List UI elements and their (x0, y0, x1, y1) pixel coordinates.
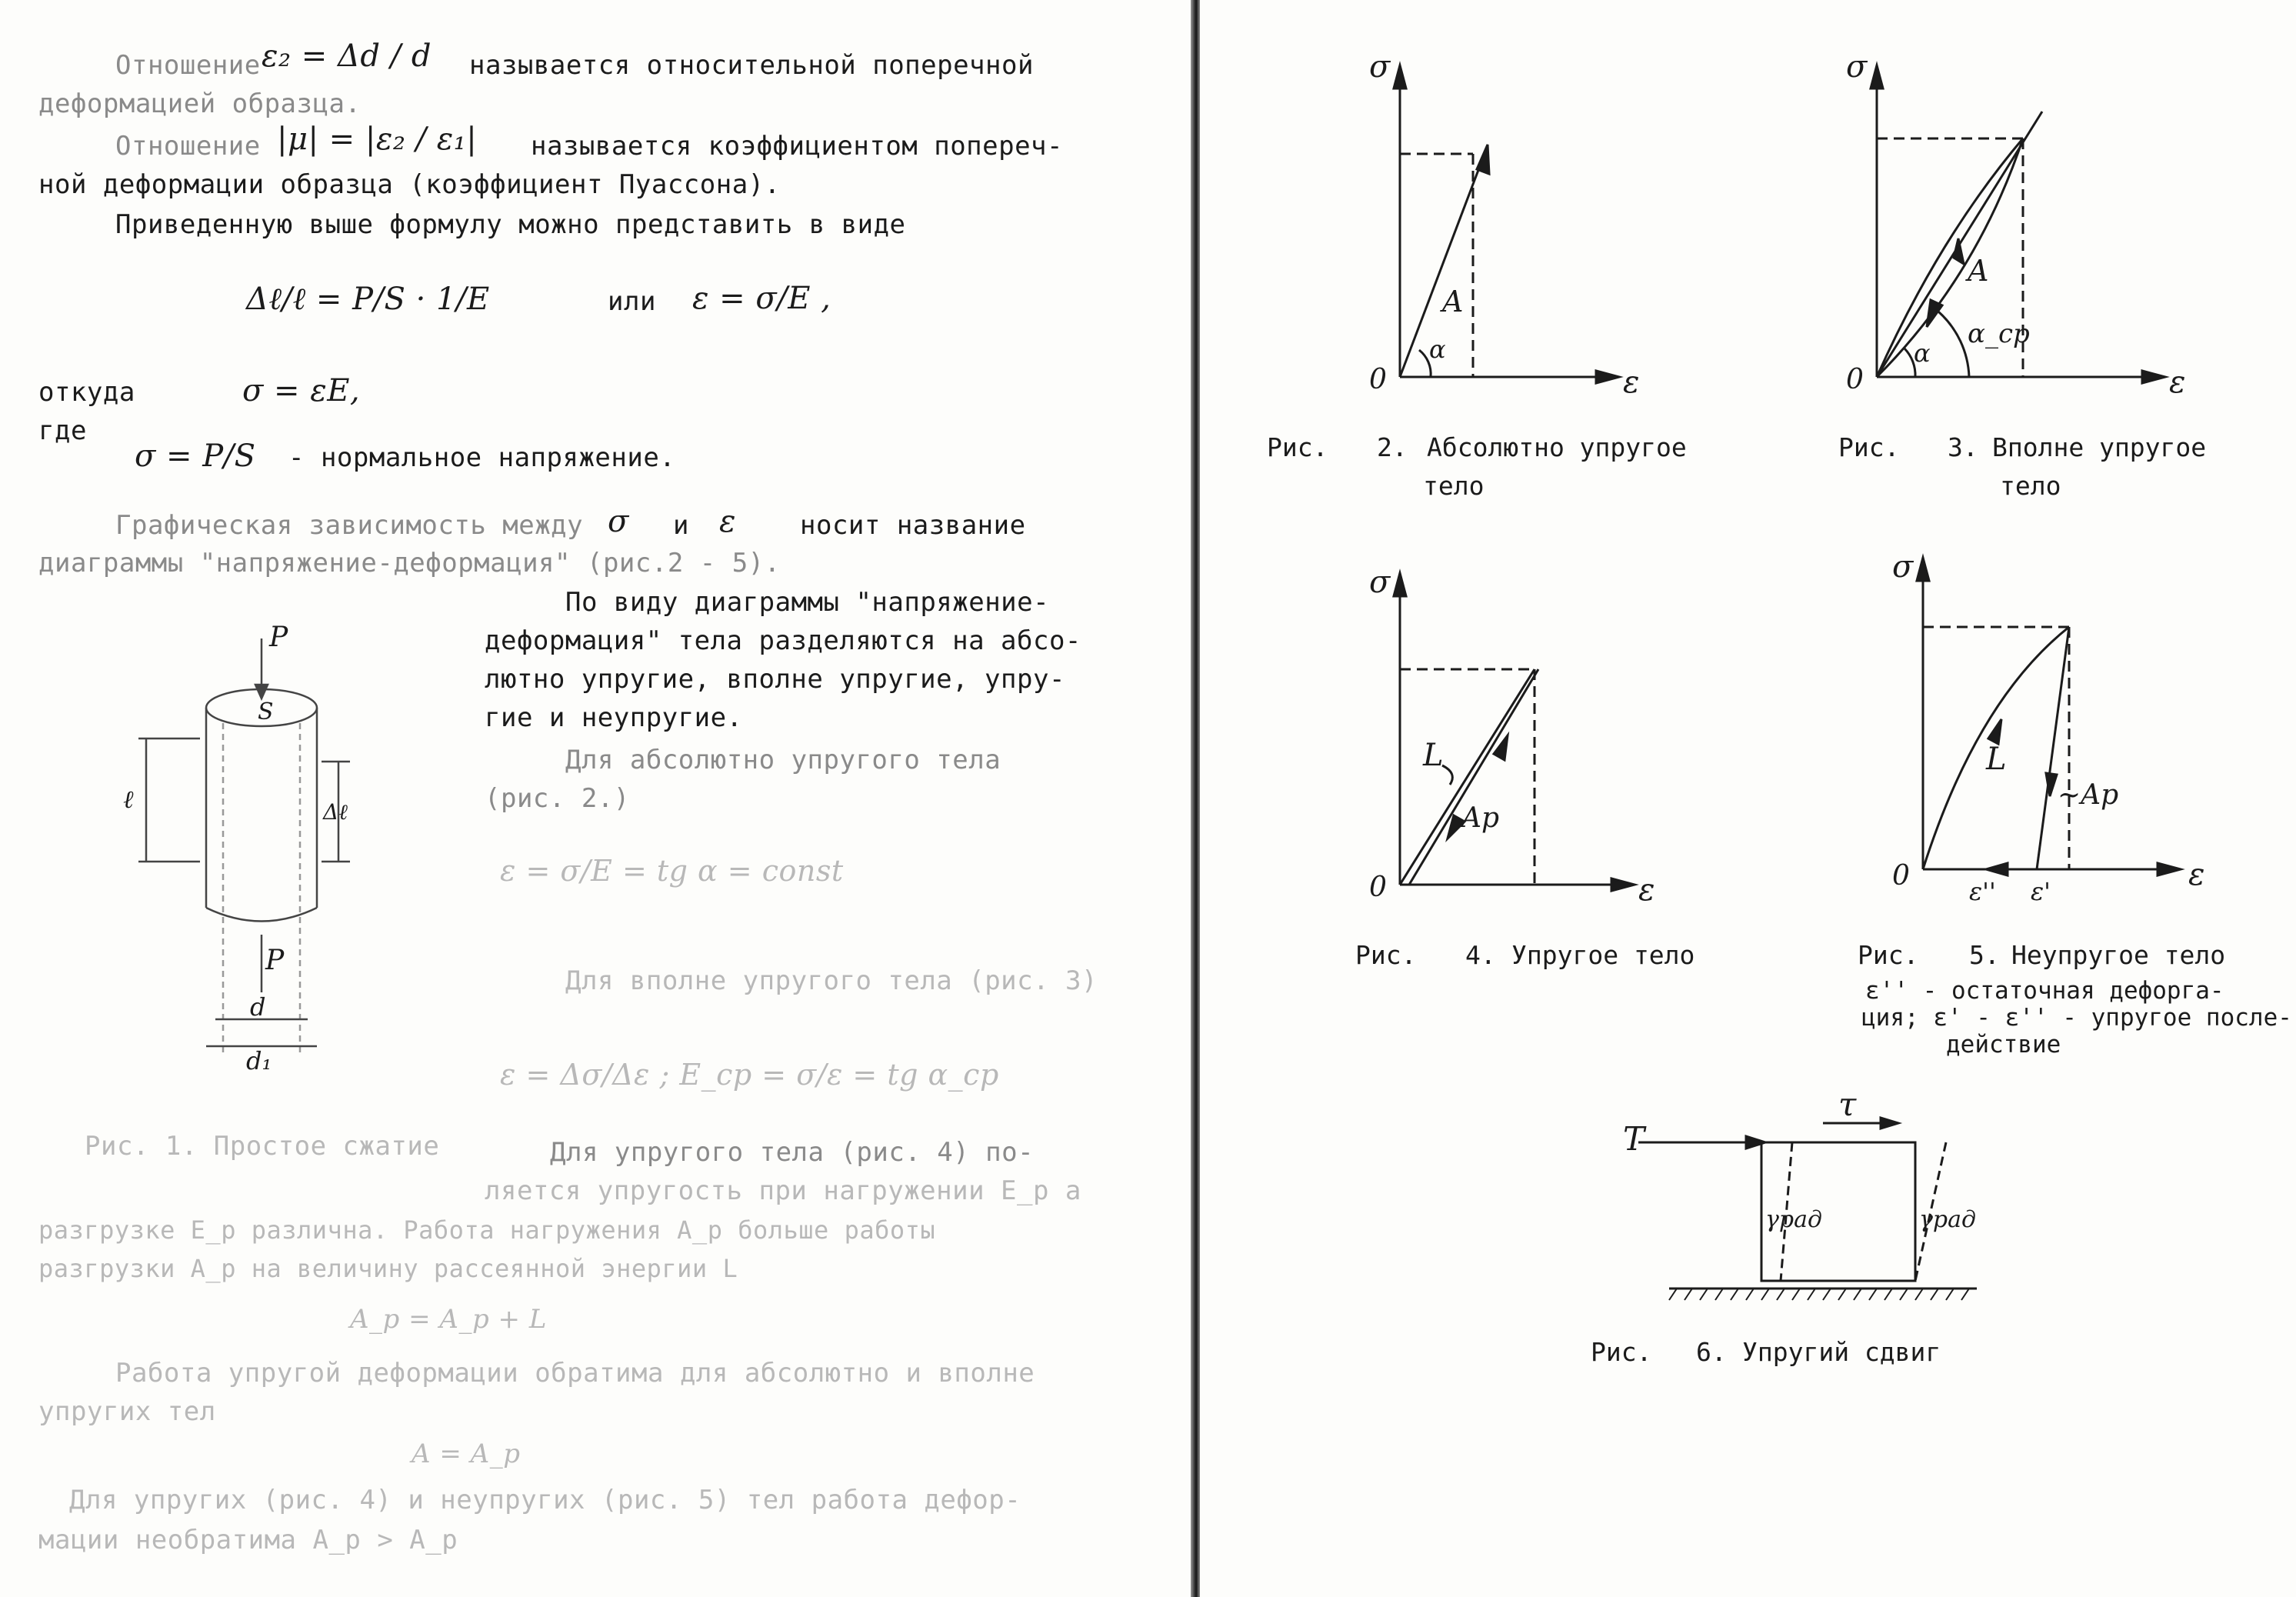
figure-6-diagram (1608, 1085, 2008, 1319)
figure-1-caption: Рис. 1. Простое сжатие (85, 1131, 440, 1162)
fig2-A-label: A (1442, 285, 1464, 318)
fig3-eps-axis-label: ε (2169, 365, 2186, 400)
fig6-gamma-left-label: γрад (1765, 1206, 1823, 1233)
para6-line2: (рис. 2.) (485, 783, 630, 814)
fig5-eps2-label: ε'' (1969, 877, 1996, 906)
figure-2-diagram (1354, 46, 1646, 400)
fig4-caption-prefix: Рис. (1355, 940, 1417, 970)
equation-1: Δℓ/ℓ = P/S · 1/E (246, 282, 490, 317)
fig1-label-d: d (250, 992, 266, 1022)
para2-end: называется коэффициентом попереч- (531, 131, 1064, 162)
fig4-origin: 0 (1369, 872, 1387, 903)
fig2-sigma-axis-label: σ (1369, 49, 1391, 85)
para8-line4: разгрузки A_p на величину рассеянной энергии L (38, 1254, 738, 1283)
fig6-caption-num: 6. (1696, 1337, 1727, 1367)
fig5-caption-line4: действие (1946, 1031, 2061, 1059)
fig5-caption-line3: ция; ε' - ε'' - упругое после- (1861, 1004, 2292, 1032)
fig5-L-label: L (1986, 742, 2007, 777)
equation-2: σ = εE, (242, 373, 361, 408)
fig4-caption-num: 4. (1465, 940, 1496, 970)
fig3-caption-prefix: Рис. (1838, 432, 1900, 462)
whence-label: откуда (38, 377, 135, 408)
fig4-eps-axis-label: ε (1638, 872, 1655, 908)
para4-line2: диаграммы "напряжение-деформация" (рис.2 - 5). (38, 548, 781, 578)
para9-line1: Работа упругой деформации обратима для абсолютно и вполне (115, 1358, 1035, 1389)
where-label: где (38, 415, 87, 446)
equation-1-or: или (608, 286, 656, 317)
para4-sigma: σ (608, 504, 629, 539)
figure-1-cylinder (123, 622, 354, 1092)
fig5-eps-axis-label: ε (2188, 857, 2205, 892)
fig1-label-l: ℓ (123, 785, 134, 814)
para1-end: называется относительной поперечной (469, 50, 1034, 81)
fig5-Ap-label: ~Ap (2058, 779, 2119, 811)
equation-4: ε = σ/E = tg α = const (500, 854, 844, 888)
equation-7: A = A_p (412, 1439, 521, 1469)
fig4-L-label: L (1423, 738, 1444, 773)
fig5-caption-line1: Неупругое тело (2011, 940, 2226, 970)
para10-line1: Для упругих (рис. 4) и неупругих (рис. 5) тел работа дефор- (69, 1485, 1021, 1515)
fig5-eps1-label: ε' (2031, 877, 2051, 906)
para5-line1: По виду диаграммы "напряжение- (565, 587, 1050, 618)
para5-line4: гие и неупругие. (485, 702, 743, 733)
equation-5: ε = Δσ/Δε ; E_cp = σ/ε = tg α_cp (500, 1058, 999, 1092)
para1-line2: деформацией образца. (38, 88, 362, 119)
equation-1b: ε = σ/E , (692, 281, 831, 316)
fig3-alpha-label: α (1914, 338, 1931, 368)
fig4-Ap-label: Ap (1461, 802, 1500, 834)
figure-5-diagram (1861, 546, 2215, 906)
fig3-caption-line1: Вполне упругое (1992, 432, 2207, 462)
para8-line1: Для упругого тела (рис. 4) по- (550, 1137, 1035, 1168)
fig5-sigma-axis-label: σ (1892, 549, 1914, 585)
fig2-caption-prefix: Рис. (1267, 432, 1328, 462)
fig4-caption-line1: Упругое тело (1511, 940, 1695, 970)
para9-line2: упругих тел (38, 1396, 216, 1427)
fig1-label-S: S (258, 698, 274, 725)
fig5-caption-prefix: Рис. (1858, 940, 1919, 970)
formula-poisson: |μ| = |ε₂ / ε₁| (277, 122, 478, 157)
para2-start: Отношение (115, 131, 261, 162)
equation-3: σ = P/S (135, 438, 256, 474)
fig2-origin: 0 (1369, 364, 1387, 395)
fig1-label-P-top: P (269, 622, 288, 653)
fig6-tau-label: τ (1838, 1085, 1857, 1123)
fig2-caption-line1: Абсолютно упругое (1427, 432, 1687, 462)
para5-line3: лютно упругие, вполне упругие, упру- (485, 664, 1065, 695)
fig5-caption-line2: ε'' - остаточная дефорга- (1865, 977, 2224, 1005)
para7: Для вполне упругого тела (рис. 3) (565, 965, 1098, 996)
fig6-caption-prefix: Рис. (1591, 1337, 1652, 1367)
fig3-origin: 0 (1846, 364, 1864, 395)
fig3-alpha-cp-label: α_cp (1968, 318, 2030, 349)
fig3-sigma-axis-label: σ (1846, 49, 1868, 85)
para6-line1: Для абсолютно упругого тела (565, 745, 1001, 775)
fig5-caption-num: 5. (1969, 940, 2000, 970)
fig2-eps-axis-label: ε (1623, 365, 1640, 400)
fig6-caption-line1: Упругий сдвиг (1742, 1337, 1941, 1367)
formula-eps2: ε₂ = Δd / d (262, 38, 432, 74)
figure-4-diagram (1354, 562, 1677, 908)
fig2-caption-num: 2. (1377, 432, 1408, 462)
book-gutter (1191, 0, 1200, 1597)
equation-3-text: - нормальное напряжение. (288, 442, 676, 473)
fig1-label-d1: d₁ (246, 1046, 272, 1075)
equation-6: A_p = A_p + L (350, 1304, 547, 1335)
fig3-caption-line2: тело (2000, 471, 2061, 501)
para1-start: Отношение (115, 50, 261, 81)
para8-line2: ляется упругость при нагружении E_p а (485, 1175, 1081, 1206)
fig4-sigma-axis-label: σ (1369, 565, 1391, 600)
fig2-alpha-label: α (1429, 335, 1446, 364)
para5-line2: деформация" тела разделяются на абсо- (485, 625, 1081, 656)
fig6-gamma-right-label: γрад (1919, 1206, 1977, 1233)
para4-start: Графическая зависимость между (115, 510, 584, 541)
fig2-caption-line2: тело (1423, 471, 1485, 501)
para4-and: и (673, 510, 689, 541)
fig5-origin: 0 (1892, 860, 1910, 892)
figure-3-diagram (1831, 46, 2200, 400)
para4-eps: ε (719, 504, 736, 539)
fig3-A-label: A (1968, 254, 1989, 288)
para3: Приведенную выше формулу можно представить в виде (115, 209, 906, 240)
fig3-caption-num: 3. (1948, 432, 1978, 462)
para2-line2: ной деформации образца (коэффициент Пуассона). (38, 169, 781, 200)
fig1-label-P-bottom: P (265, 945, 285, 976)
para8-line3: разгрузке E_p различна. Работа нагружения A_p больше работы (38, 1215, 936, 1245)
para4-end: носит название (800, 510, 1026, 541)
fig6-T-label: T (1623, 1120, 1645, 1158)
para10-line2: мации необратима A_p > A_p (38, 1525, 458, 1555)
fig1-label-dl: Δℓ (323, 799, 348, 825)
